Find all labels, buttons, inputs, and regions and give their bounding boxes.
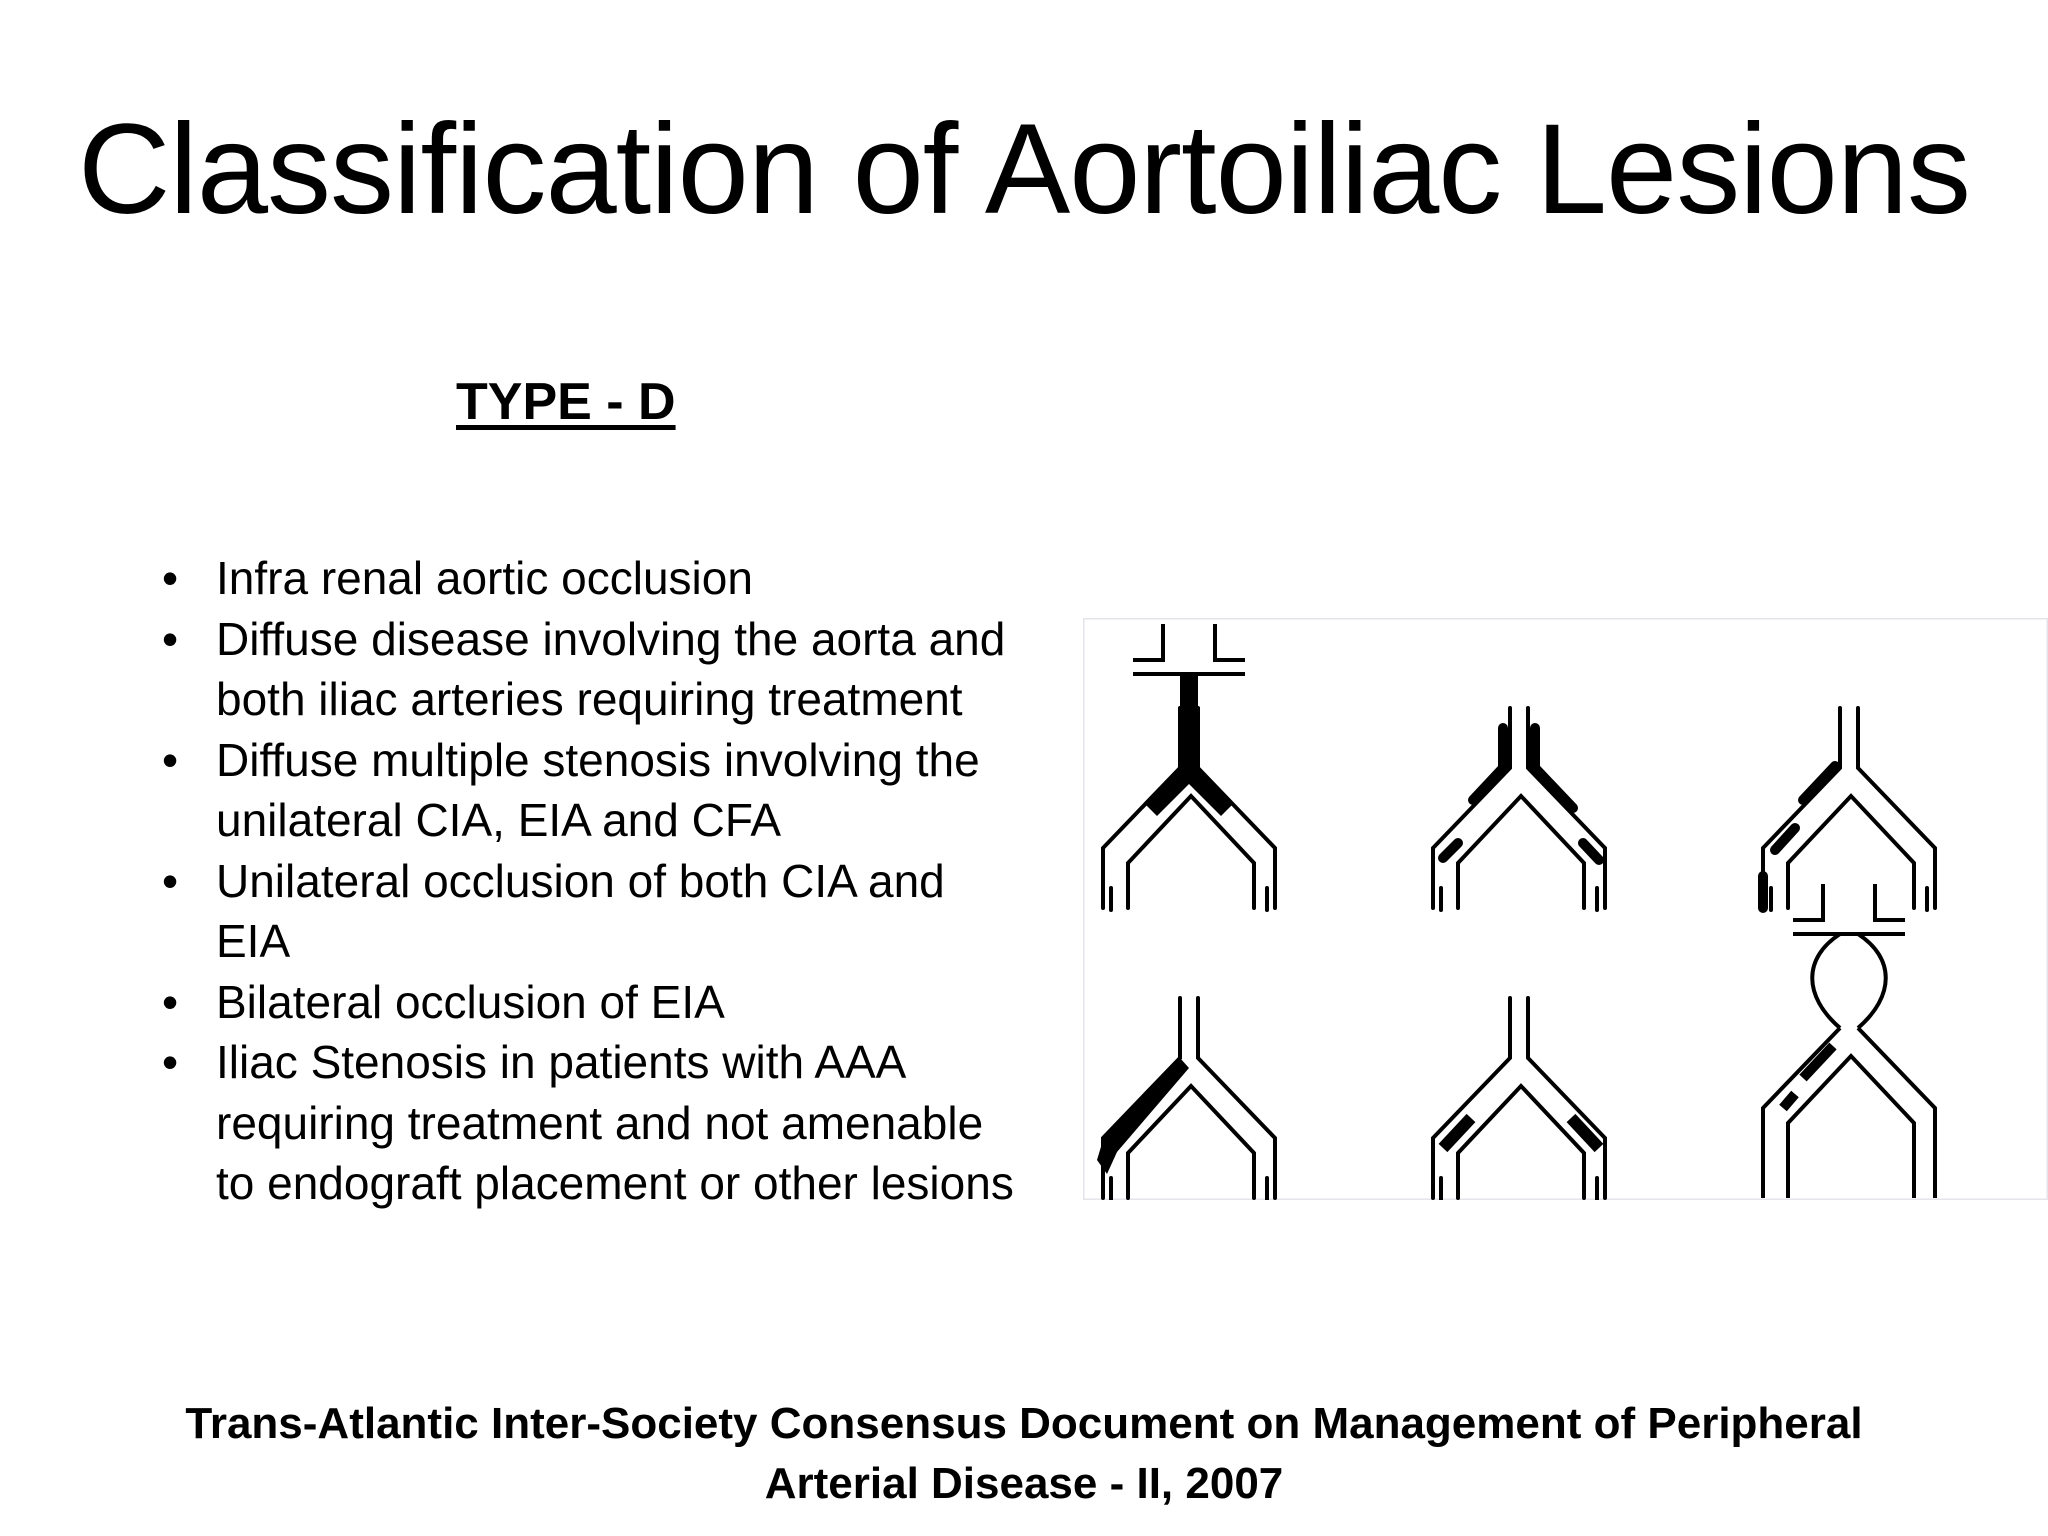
citation bbox=[0, 1394, 2048, 1514]
type-heading: TYPE - D bbox=[456, 373, 676, 431]
slide-title: Classification of Aortoiliac Lesions bbox=[77, 98, 1971, 241]
citation-line-1: Trans-Atlantic Inter-Society Consensus Document on Management of Peripheral bbox=[185, 1399, 1863, 1448]
aortoiliac-lesion-diagram bbox=[1083, 618, 2048, 1200]
list-item: • Bilateral occlusion of EIA bbox=[216, 972, 1016, 1033]
citation-line-2: Arterial Disease - II, 2007 bbox=[764, 1459, 1284, 1508]
list-item: • Diffuse multiple stenosis involving the unilateral CIA, EIA and CFA bbox=[216, 730, 1016, 851]
list-item: • Iliac Stenosis in patients with AAA requiring treatment and not amenable to endograft placement or other lesions bbox=[216, 1032, 1016, 1214]
list-item: • Unilateral occlusion of both CIA and EIA bbox=[216, 851, 1016, 972]
list-item: • Infra renal aortic occlusion bbox=[216, 548, 1016, 609]
criteria-list bbox=[216, 548, 1016, 1214]
list-item: • Diffuse disease involving the aorta and both iliac arteries requiring treatment bbox=[216, 609, 1016, 730]
